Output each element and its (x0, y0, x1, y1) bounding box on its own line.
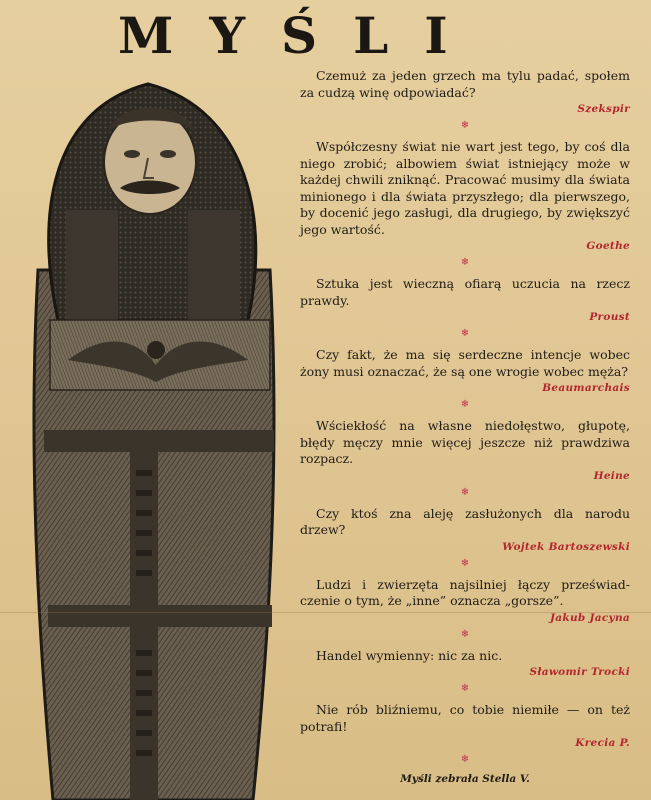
quote-5 (300, 418, 630, 483)
quote-3 (300, 276, 630, 324)
page-fold-line (0, 612, 651, 613)
snowflake-icon: ❄ (460, 557, 470, 569)
quote-author: Beaumarchais (542, 382, 630, 394)
quote-text: Nie rób bliźniemu, co tobie niemiłe — on też potrafi! (300, 702, 630, 734)
quote-text: Sztuka jest wieczną ofiarą uczucia na rzecz prawdy. (300, 276, 630, 308)
snowflake-icon: ❄ (460, 257, 470, 268)
quote-author: Szekspir (577, 103, 630, 115)
quote-text: Czy fakt, że ma się serdeczne intencje wobec żony musi oznaczać, że są one wrogie wobec męża? (300, 347, 630, 379)
snowflake-icon: ❄ (460, 754, 470, 765)
quote-author: Proust (589, 311, 630, 323)
quote-1 (300, 68, 630, 116)
quote-author: Goethe (586, 240, 630, 252)
quote-7 (300, 577, 630, 625)
page-title: MYŚLI (118, 6, 484, 65)
quote-author: Wojtek Bartoszewski (502, 540, 630, 553)
snowflake-icon: ❄ (460, 120, 470, 131)
quote-author: Sławomir Trocki (529, 666, 630, 678)
quote-4 (300, 347, 630, 395)
snowflake-icon: ❄ (460, 399, 470, 410)
quote-text: Wściekłość na własne niedołęstwo, głupotę, błędy męczy mnie więcej jeszcze niż prawdziwa rozpacz. (300, 418, 630, 466)
snowflake-icon: ❄ (460, 628, 470, 640)
sarcophagus-illustration (8, 70, 288, 800)
snowflake-icon: ❄ (460, 486, 470, 498)
quote-9 (300, 702, 630, 750)
quote-text: Ludzi i zwierzęta najsilniej łączy przeświadczenie o tym, że „inne” oznacza „gorsze”. (300, 576, 630, 608)
quote-2 (300, 139, 630, 253)
quote-8 (300, 648, 630, 680)
quote-author: Krecia P. (575, 737, 630, 749)
snowflake-icon: ❄ (460, 328, 470, 339)
quotes-column (300, 68, 630, 785)
quote-text: Współczesny świat nie wart jest tego, by coś dla niego zrobić; albowiem świat istniejący może w każdej chwili zniknąć. Pracować musimy dla świata minionego i dla świata przyszłego; dla pierwszego, by docenić jego zasługi, dla drugiego, by zwiększyć jego wartość. (300, 139, 630, 237)
snowflake-icon: ❄ (460, 683, 470, 694)
quote-text: Handel wymienny: nic za nic. (316, 647, 503, 663)
quote-author: Jakub Jacyna (550, 611, 630, 624)
quote-text: Czy ktoś zna aleję zasłużonych dla narodu drzew? (300, 505, 630, 537)
quote-text: Czemuż za jeden grzech ma tylu padać, społem za cudzą winę odpowiadać? (300, 68, 630, 100)
quote-6 (300, 506, 630, 554)
quote-author: Heine (593, 469, 630, 482)
compiler-credit: Myśli zebrała Stella V. (400, 773, 530, 785)
